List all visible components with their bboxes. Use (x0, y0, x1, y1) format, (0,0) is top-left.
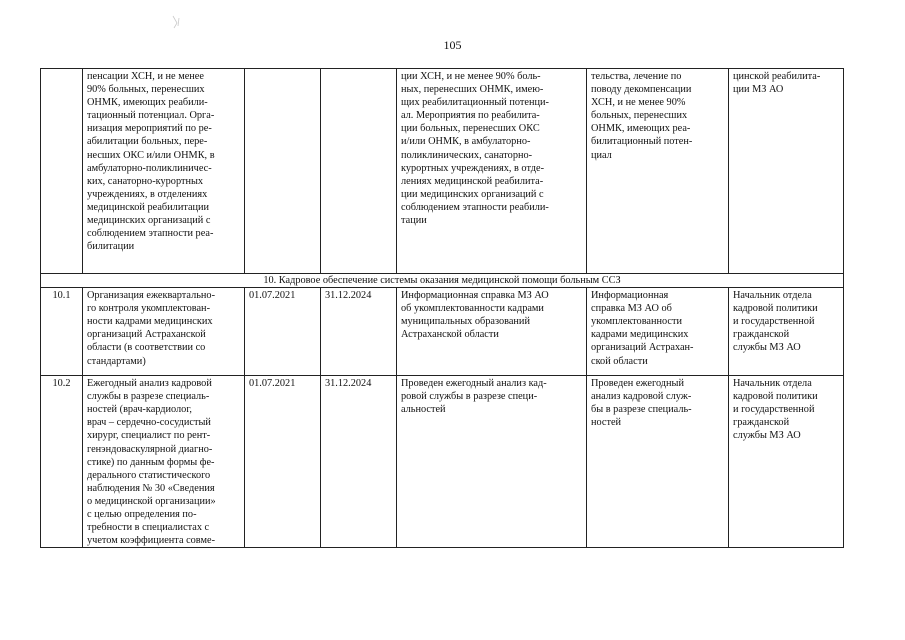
cell-number (41, 69, 83, 274)
continuation-row (41, 69, 844, 274)
row-responsible: Начальник отдела кадровой политики и государственной гражданской службы МЗ АО (729, 376, 844, 548)
cell-responsible: цинской реабилита- ции МЗ АО (729, 69, 844, 274)
table-row (41, 376, 844, 548)
row-control: Информационная справка МЗ АО об укомплектованности кадрами медицинских организаций Астрахан- ской области (587, 288, 729, 376)
row-activity: Организация ежеквартально- го контроля укомплектован- ности кадрами медицинских организаций Астраханской области (в соответствии со стандартами) (83, 288, 245, 376)
row-start-date: 01.07.2021 (245, 376, 321, 548)
section-heading: 10. Кадровое обеспечение системы оказания медицинской помощи больным ССЗ (41, 274, 844, 288)
row-end-date: 31.12.2024 (321, 376, 397, 548)
cell-activity: пенсации ХСН, и не менее 90% больных, перенесших ОНМК, имеющих реабили- тационный потенциал. Орга- низация мероприятий по ре- абилитации больных, пере- несших ОКС и/или ОНМК, в амбулаторно-поликлиничес- ких, санаторно-курортных учреждениях, в отделениях медицинской реабилитации медицинских организаций с соблюдением этапности реа- билитации (83, 69, 245, 274)
row-end-date: 31.12.2024 (321, 288, 397, 376)
row-control: Проведен ежегодный анализ кадровой служ- бы в разрезе специаль- ностей (587, 376, 729, 548)
row-result: Проведен ежегодный анализ кад- ровой службы в разрезе специ- альностей (397, 376, 587, 548)
cell-end-date (321, 69, 397, 274)
row-number: 10.1 (41, 288, 83, 376)
table-row (41, 288, 844, 376)
cell-control: тельства, лечение по поводу декомпенсации ХСН, и не менее 90% больных, перенесших ОНМК, имеющих реа- билитационный потен- циал (587, 69, 729, 274)
cell-result: ции ХСН, и не менее 90% боль- ных, перенесших ОНМК, имею- щих реабилитационный потенци- ал. Мероприятия по реабилита- ции больных, перенесших ОКС и/или ОНМК, в амбулаторно- поликлинических, санаторно- курортных учреждениях, в отде- лениях медицинской реабилита- ции медицинских организаций с соблюдением этапности реабили- тации (397, 69, 587, 274)
activity-table (40, 68, 844, 548)
row-result: Информационная справка МЗ АО об укомплектованности кадрами муниципальных образований Астраханской области (397, 288, 587, 376)
page-number: 105 (443, 38, 462, 52)
row-number: 10.2 (41, 376, 83, 548)
cell-start-date (245, 69, 321, 274)
row-activity: Ежегодный анализ кадровой службы в разрезе специаль- ностей (врач-кардиолог, врач – сердечно-сосудистый хирург, специалист по рент- генэндоваскулярной диагно- стике) по данным формы фе- дерального статистического наблюдения № 30 «Сведения о медицинской организации» с целью определения по- требности в специалистах с учетом коэффициента совме- (83, 376, 245, 548)
scan-artifact-mark (170, 14, 184, 34)
row-start-date: 01.07.2021 (245, 288, 321, 376)
section-heading-row (41, 274, 844, 288)
row-responsible: Начальник отдела кадровой политики и государственной гражданской службы МЗ АО (729, 288, 844, 376)
